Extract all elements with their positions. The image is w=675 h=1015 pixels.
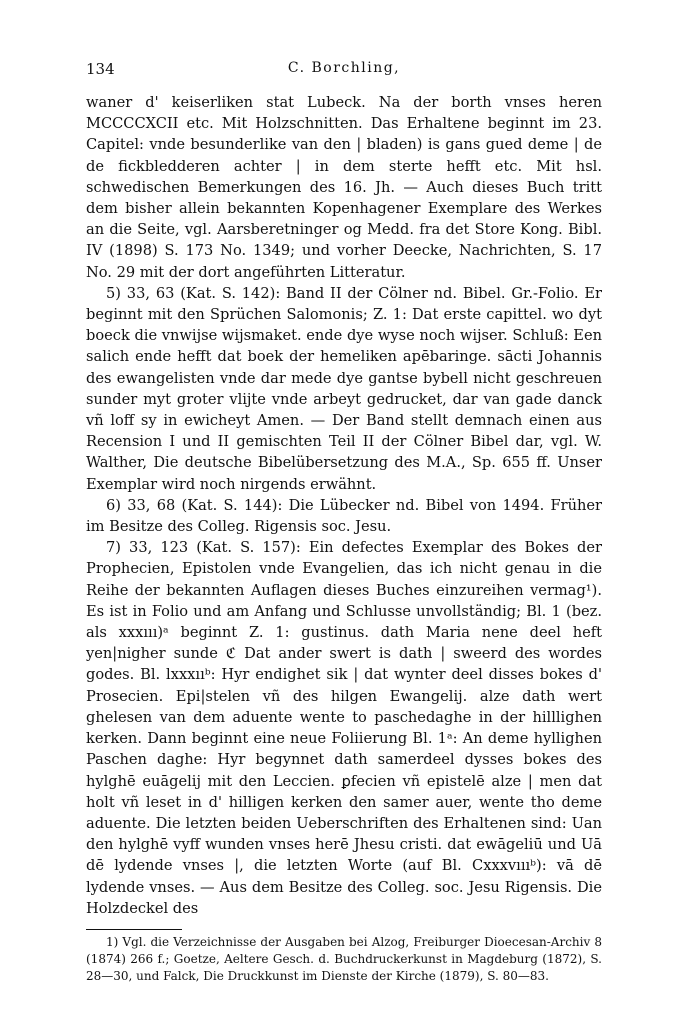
paragraph-item-6: 6) 33, 68 (Kat. S. 144): Die Lübecker nd. Bibel von 1494. Früher im Besitze des Colleg. Rigensis soc. Jesu.	[86, 496, 602, 536]
page	[86, 60, 602, 985]
paragraph-item-7: 7) 33, 123 (Kat. S. 157): Ein defectes Exemplar des Bokes der Prophecien, Epistolen vnde Evangelien, das ich nicht genau in die Reihe der bekannten Auflagen dieses Buches einzureihen vermag¹). Es ist in Folio und am Anfang und Schlusse unvollständig; Bl. 1 (bez. als xxxııı)ᵃ beginnt Z. 1: gustinus. dath Maria nene deel heft yen|nigher sunde ℭ Dat ander swert is dath | sweerd des wordes godes. Bl. lxxxııᵇ: Hyr endighet sik | dat wynter deel disses bokes d' Prosecien. Epi|stelen vñ des hilgen Ewangelij. alze dath wert ghelesen van dem aduente wente to paschedaghe in der hilllighen kerken. Dann beginnt eine neue Foliierung Bl. 1ᵃ: An deme hyllighen Paschen daghe: Hyr begynnet dath samerdeel dysses bokes des hylghē euāgelij mit den Leccien. ꝑfecien vñ epistelē alze | men dat holt vñ leset in d' hilligen kerken den samer auer, wente tho deme aduente. Die letzten beiden Ueberschriften des Erhaltenen sind: Uan den hylghē vyff wunden vnses herē Jhesu cristi. dat ewāgeliū und Uā dē lydende vnses |, die letzten Worte (auf Bl. Cxxxvıııᵇ): vā dē lydende vnses. — Aus dem Besitze des Colleg. soc. Jesu Rigensis. Die Holzdeckel des	[86, 539, 602, 917]
paragraph-continuation: waner d' keiserliken stat Lubeck. Na der borth vnses heren MCCCCXCII etc. Mit Holzschnitten. Das Erhaltene beginnt im 23. Capitel: vnde besunderlike van den | bladen) is gans gued deme | de de fickbledderen achter | in dem sterte hefft etc. Mit hsl. schwedischen Bemerkungen des 16. Jh. — Auch dieses Buch tritt dem bisher allein bekannten Kopenhagener Exemplare des Werkes an die Seite, vgl. Aarsberetninger og Medd. fra det Store Kong. Bibl. IV (1898) S. 173 No. 1349; und vorher Deecke, Nachrichten, S. 17 No. 29 mit der dort angeführten Litteratur.	[86, 94, 602, 281]
body-text	[86, 92, 602, 919]
running-title: C. Borchling,	[287, 60, 401, 76]
page-number: 134	[86, 60, 115, 78]
page-header	[86, 60, 602, 82]
paragraph-item-5: 5) 33, 63 (Kat. S. 142): Band II der Cölner nd. Bibel. Gr.-Folio. Er beginnt mit den Sprüchen Salomonis; Z. 1: Dat erste capittel. wo dyt boeck die vnwijse wijsmaket. ende dye wyse noch wijser. Schluß: Een salich ende hefft dat boek der hemeliken apēbaringe. sācti Johannis des ewangelisten vnde dar mede dye gantse bybell nicht geschreuen sunder myt groter vlijte vnde arbeyt gedrucket, dar van gade danck vñ loff sy in ewicheyt Amen. — Der Band stellt demnach einen aus Recension I und II gemischten Teil II der Cölner Bibel dar, vgl. W. Walther, Die deutsche Bibelübersetzung des M.A., Sp. 655 ff. Unser Exemplar wird noch nirgends erwähnt.	[86, 284, 602, 493]
footnote	[86, 934, 602, 985]
footnote-divider	[86, 929, 182, 930]
footnote-text: 1) Vgl. die Verzeichnisse der Ausgaben bei Alzog, Freiburger Dioecesan-Archiv 8 (1874) 266 f.; Goetze, Aeltere Gesch. d. Buchdruckerkunst in Magdeburg (1872), S. 28—30, und Falck, Die Druckkunst im Dienste der Kirche (1879), S. 80—83.	[86, 934, 602, 983]
